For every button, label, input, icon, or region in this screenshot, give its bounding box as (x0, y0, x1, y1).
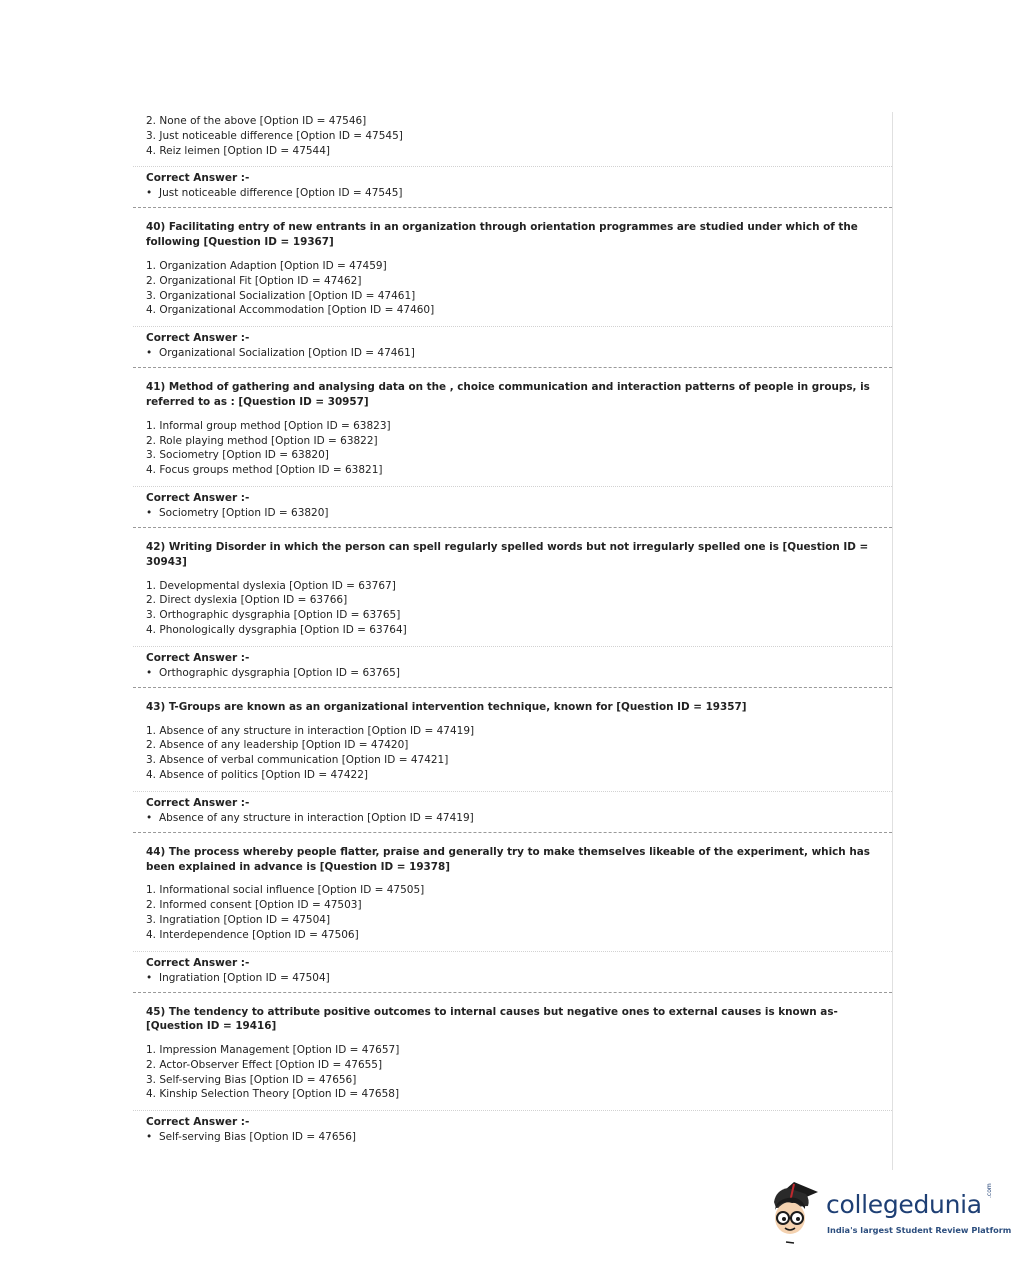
option-item: 4. Kinship Selection Theory [Option ID = 47658] (146, 1088, 400, 1101)
mascot-icon (766, 1176, 826, 1248)
option-item: 4. Focus groups method [Option ID = 63821] (146, 464, 383, 477)
option-item: 1. Organization Adaption [Option ID = 47459] (146, 259, 387, 272)
option-item: 4. Phonologically dysgraphia [Option ID = 63764] (146, 623, 407, 636)
correct-answer-value (146, 346, 879, 361)
option-item: 3. Organizational Socialization [Option ID = 47461] (146, 289, 416, 302)
correct-answer-value (146, 186, 879, 201)
question-text: 45) The tendency to attribute positive outcomes to internal causes but negative ones to external causes is known as- [Question ID = 19416] (146, 1005, 838, 1033)
option-list (133, 1034, 892, 1111)
correct-answer-label: Correct Answer :- (146, 651, 250, 664)
correct-answer (133, 647, 892, 687)
option-item: 2. Organizational Fit [Option ID = 47462] (146, 274, 362, 287)
collegedunia-logo (766, 1176, 1012, 1248)
question-block-42 (133, 528, 892, 688)
correct-answer-text: Organizational Socialization [Option ID = 47461] (159, 347, 415, 360)
bullet-icon: • (146, 811, 153, 824)
correct-answer-label: Correct Answer :- (146, 491, 250, 504)
option-list (133, 250, 892, 327)
question-block-44 (133, 833, 892, 993)
logo-com: .com (986, 1183, 993, 1198)
option-item: 2. Actor-Observer Effect [Option ID = 47655] (146, 1058, 383, 1071)
correct-answer-value (146, 666, 879, 681)
option-item: 3. Sociometry [Option ID = 63820] (146, 449, 329, 462)
correct-answer-value (146, 811, 879, 826)
option-item: 4. Interdependence [Option ID = 47506] (146, 928, 359, 941)
correct-answer (133, 1111, 892, 1151)
correct-answer-text: Orthographic dysgraphia [Option ID = 63765] (159, 666, 400, 679)
option-item: 4. Reiz leimen [Option ID = 47544] (146, 144, 331, 157)
correct-answer-value (146, 506, 879, 521)
correct-answer-label: Correct Answer :- (146, 172, 250, 185)
option-item: 2. Direct dyslexia [Option ID = 63766] (146, 594, 348, 607)
option-list (133, 112, 892, 167)
question (133, 833, 892, 875)
question-block-45 (133, 993, 892, 1152)
question-block-39-continued (133, 112, 892, 208)
option-item: 3. Just noticeable difference [Option ID = 47545] (146, 129, 403, 142)
correct-answer-label: Correct Answer :- (146, 332, 250, 345)
correct-answer (133, 952, 892, 992)
option-item: 1. Informal group method [Option ID = 63823] (146, 419, 391, 432)
correct-answer-value (146, 971, 879, 986)
option-item: 3. Orthographic dysgraphia [Option ID = 63765] (146, 609, 401, 622)
correct-answer (133, 327, 892, 367)
option-item: 3. Self-serving Bias [Option ID = 47656] (146, 1073, 357, 1086)
question-text: 43) T-Groups are known as an organizational intervention technique, known for [Question ID = 19357] (146, 700, 747, 713)
correct-answer-text: Sociometry [Option ID = 63820] (159, 506, 329, 519)
correct-answer-value (146, 1130, 879, 1145)
bullet-icon: • (146, 506, 153, 519)
bullet-icon: • (146, 666, 153, 679)
option-item: 1. Informational social influence [Option ID = 47505] (146, 884, 425, 897)
question (133, 528, 892, 570)
question-block-40 (133, 208, 892, 368)
option-item: 1. Absence of any structure in interaction [Option ID = 47419] (146, 724, 475, 737)
option-item: 2. Informed consent [Option ID = 47503] (146, 899, 362, 912)
option-item: 2. None of the above [Option ID = 47546] (146, 115, 367, 127)
correct-answer-text: Just noticeable difference [Option ID = 47545] (159, 187, 403, 200)
option-list (133, 715, 892, 792)
bullet-icon: • (146, 1131, 153, 1144)
question-text: 44) The process whereby people flatter, praise and generally try to make themselves likeable of the experiment, which has been explained in advance is [Question ID = 19378] (146, 845, 870, 873)
option-item: 1. Impression Management [Option ID = 47657] (146, 1044, 400, 1057)
option-item: 4. Absence of politics [Option ID = 47422] (146, 768, 368, 781)
option-item: 4. Organizational Accommodation [Option ID = 47460] (146, 304, 435, 317)
correct-answer (133, 487, 892, 527)
bullet-icon: • (146, 187, 153, 200)
correct-answer-text: Absence of any structure in interaction [Option ID = 47419] (159, 811, 474, 824)
correct-answer-label: Correct Answer :- (146, 956, 250, 969)
question (133, 368, 892, 410)
question-text: 40) Facilitating entry of new entrants in an organization through orientation programmes are studied under which of the following [Question ID = 19367] (146, 221, 858, 249)
option-item: 3. Ingratiation [Option ID = 47504] (146, 913, 331, 926)
question-block-43 (133, 688, 892, 833)
bullet-icon: • (146, 971, 153, 984)
option-item: 3. Absence of verbal communication [Option ID = 47421] (146, 754, 449, 767)
option-item: 2. Absence of any leadership [Option ID = 47420] (146, 739, 409, 752)
option-list (133, 410, 892, 487)
correct-answer-label: Correct Answer :- (146, 1116, 250, 1129)
option-list (133, 874, 892, 951)
question-text: 41) Method of gathering and analysing data on the , choice communication and interaction patterns of people in groups, is referred to as : [Question ID = 30957] (146, 381, 870, 408)
logo-wordmark: collegedunia (826, 1190, 982, 1219)
question (133, 208, 892, 250)
question-text: 42) Writing Disorder in which the person can spell regularly spelled words but not irregularly spelled one is [Question ID = 30943] (146, 540, 869, 568)
logo-tagline: India's largest Student Review Platform (827, 1225, 1012, 1235)
question (133, 993, 892, 1035)
question-paper (133, 112, 893, 1170)
correct-answer-text: Self-serving Bias [Option ID = 47656] (159, 1131, 356, 1144)
bullet-icon: • (146, 347, 153, 360)
option-list (133, 570, 892, 647)
correct-answer-text: Ingratiation [Option ID = 47504] (159, 971, 330, 984)
question-block-41 (133, 368, 892, 528)
correct-answer-label: Correct Answer :- (146, 796, 250, 809)
correct-answer (133, 792, 892, 832)
question (133, 688, 892, 715)
option-item: 1. Developmental dyslexia [Option ID = 63767] (146, 579, 396, 592)
option-item: 2. Role playing method [Option ID = 63822] (146, 434, 378, 447)
correct-answer (133, 167, 892, 207)
